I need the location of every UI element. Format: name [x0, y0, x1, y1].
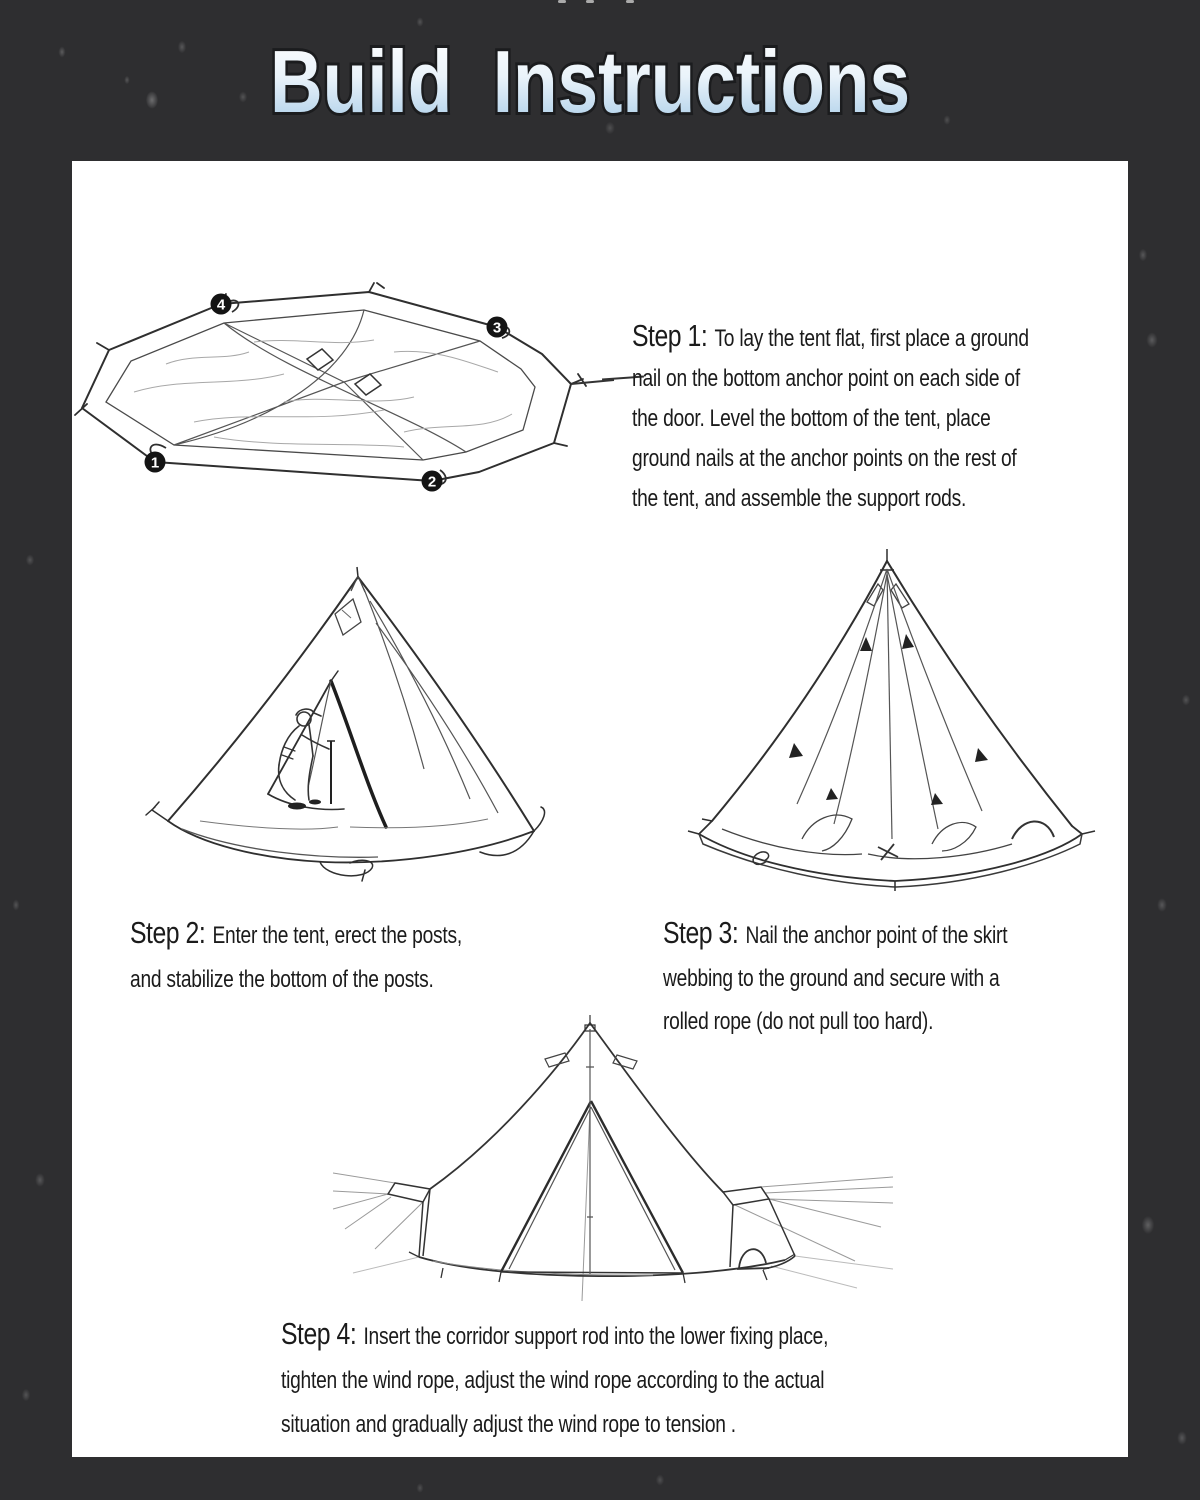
- door-a-frame: [501, 1101, 683, 1273]
- center-pole: [586, 1029, 594, 1274]
- step3-line: [663, 911, 1007, 957]
- step3-line: rolled rope (do not pull too hard).: [663, 1008, 934, 1035]
- step2-label: Step 2:: [130, 915, 206, 950]
- eave-flaps: [388, 1183, 769, 1205]
- step2-line-text: Enter the tent, erect the posts,: [212, 922, 462, 949]
- step3-label: Step 3:: [663, 915, 739, 950]
- door-arch: [1012, 821, 1054, 839]
- step3-diagram-pyramid-tent: [682, 541, 1114, 893]
- step4-line-text: Insert the corridor support rod into the lower fixing place,: [363, 1323, 829, 1350]
- step1-label: Step 1:: [632, 318, 708, 353]
- anchor-marker-1-label: 1: [150, 454, 160, 472]
- step1-line: the door. Level the bottom of the tent, place: [632, 405, 991, 432]
- step3-line-text: Nail the anchor point of the skirt: [745, 922, 1008, 949]
- step1-line-text: To lay the tent flat, first place a ground: [714, 325, 1029, 352]
- anchor-marker-3-label: 3: [492, 319, 502, 337]
- step2-text: [130, 911, 462, 1002]
- step4-line: tighten the wind rope, adjust the wind rope according to the actual: [281, 1367, 825, 1394]
- anchor-markers: [145, 294, 508, 492]
- step1-line: the tent, and assemble the support rods.: [632, 485, 967, 512]
- step1-line: ground nails at the anchor points on the rest of: [632, 445, 1017, 472]
- step4-line: situation and gradually adjust the wind rope to tension .: [281, 1411, 736, 1438]
- page-title: [0, 0, 1200, 150]
- step1-text: [632, 316, 1029, 519]
- vent-diamonds: [307, 349, 381, 395]
- shoe: [288, 803, 306, 810]
- content-panel: [72, 161, 1128, 1457]
- step4-label: Step 4:: [281, 1316, 357, 1351]
- step4-text: [281, 1312, 828, 1447]
- step2-line: and stabilize the bottom of the posts.: [130, 966, 434, 993]
- step1-diagram-tent-laid-flat: [74, 282, 639, 512]
- step4-line: [281, 1312, 828, 1359]
- step4-diagram-bell-tent: [333, 1011, 893, 1301]
- step2-diagram-person-in-tent: [138, 561, 570, 888]
- stake-ticks: [75, 283, 586, 446]
- step2-line: [130, 911, 462, 958]
- anchor-marker-2-label: 2: [427, 473, 437, 491]
- anchor-marker-4-label: 4: [216, 296, 226, 314]
- step3-line: webbing to the ground and secure with a: [663, 965, 1000, 992]
- guy-loops: [150, 300, 509, 484]
- step1-line: [632, 316, 1029, 359]
- tent-post: [327, 741, 335, 804]
- page-title-text: Build Instructions: [270, 32, 910, 131]
- step1-line: nail on the bottom anchor point on each side of: [632, 365, 1020, 392]
- shoe: [309, 800, 321, 805]
